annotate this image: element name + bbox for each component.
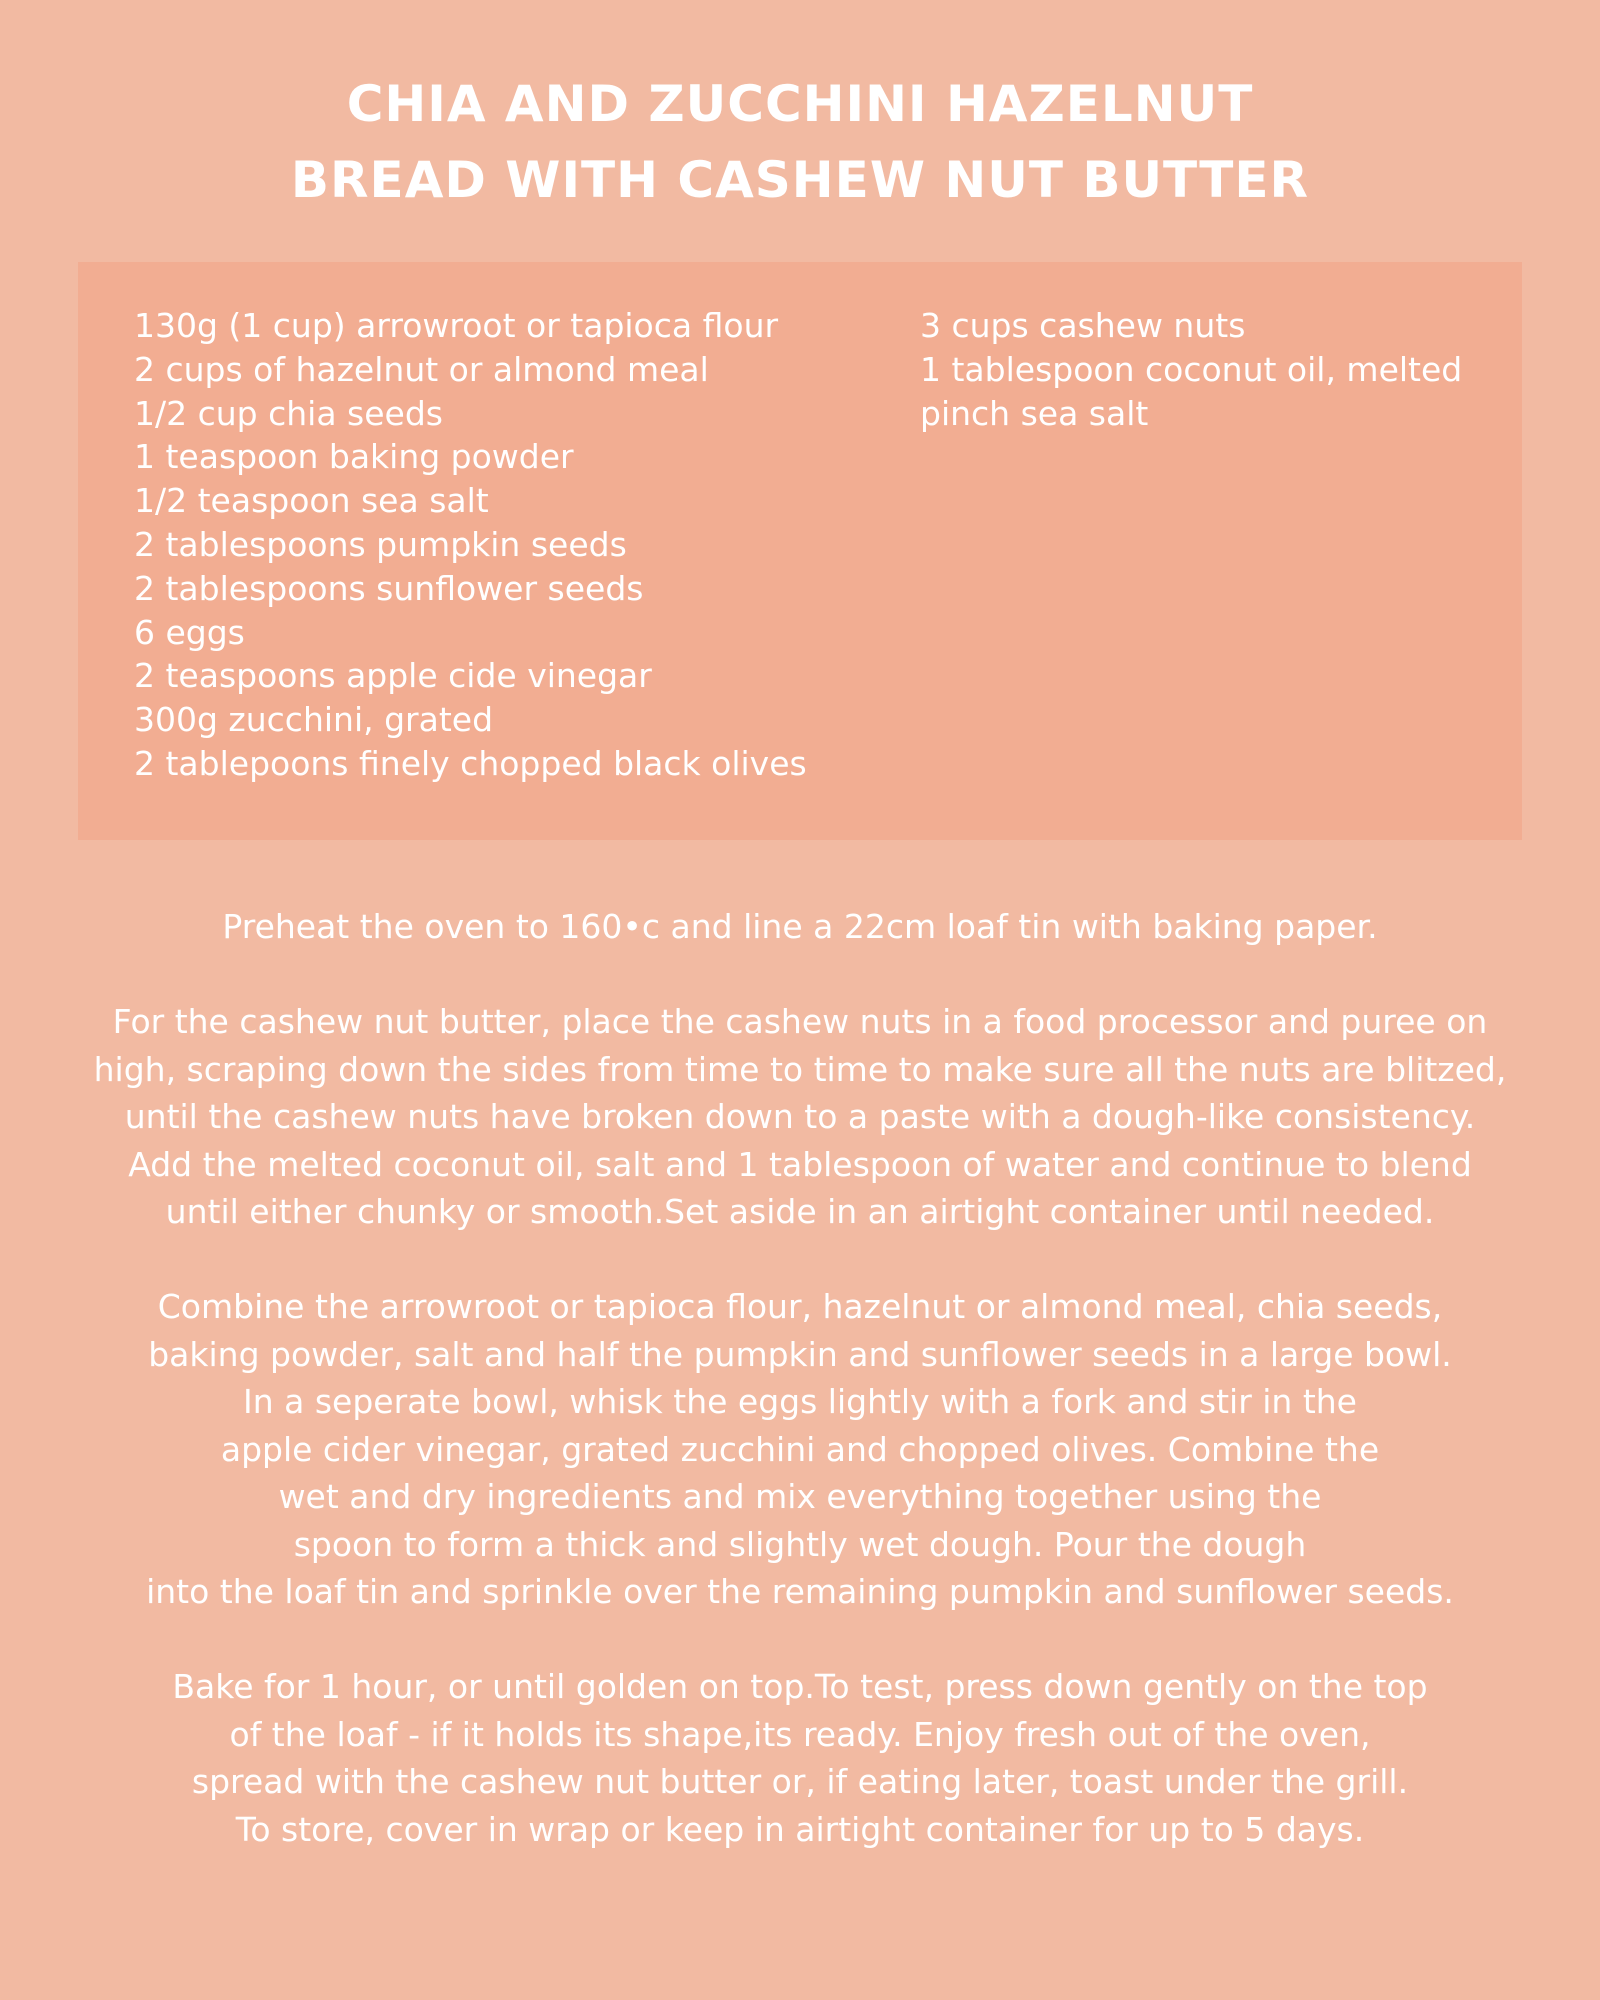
method-line: For the cashew nut butter, place the cashew nuts in a food processor and puree on [112,1002,1488,1041]
method-step-preheat [20,903,1580,951]
method-line: spread with the cashew nut butter or, if eating later, toast under the grill. [191,1762,1409,1801]
ingredient-item: 300g zucchini, grated [134,700,494,740]
ingredient-item: 2 tablepoons finely chopped black olives [134,743,807,783]
cashew-butter-ingredients-list [920,304,1462,435]
recipe-title [0,66,1600,218]
ingredient-item: 1/2 teaspoon sea salt [134,481,489,521]
ingredient-item: 2 teaspoons apple cide vinegar [134,656,652,696]
method-line: Preheat the oven to 160•c and line a 22cm loaf tin with baking paper. [222,907,1378,946]
method-line: baking powder, salt and half the pumpkin and sunflower seeds in a large bowl. [148,1334,1452,1374]
method-line: Bake for 1 hour, or until golden on top.To test, press down gently on the top [172,1667,1428,1706]
ingredient-item: 2 tablespoons sunflower seeds [134,568,644,608]
ingredient-item: 6 eggs [134,612,245,652]
method-line: until the cashew nuts have broken down to a paste with a dough-like consistency. [124,1097,1476,1136]
bread-ingredients-list [134,304,807,786]
ingredient-item: 130g (1 cup) arrowroot or tapioca flour [134,306,779,345]
method-line: into the loaf tin and sprinkle over the remaining pumpkin and sunflower seeds. [146,1572,1454,1611]
ingredients-panel [78,262,1522,840]
ingredient-item: 1 teaspoon baking powder [134,437,574,477]
method-line: high, scraping down the sides from time to time to make sure all the nuts are blitzed, [93,1049,1507,1089]
method-line: To store, cover in wrap or keep in airtight container for up to 5 days. [235,1809,1365,1849]
method-line: wet and dry ingredients and mix everything together using the [278,1477,1322,1516]
method-line: Combine the arrowroot or tapioca flour, hazelnut or almond meal, chia seeds, [157,1287,1443,1326]
method-section [20,903,1580,1901]
method-line: Add the melted coconut oil, salt and 1 tablespoon of water and continue to blend [128,1144,1472,1184]
method-line: until either chunky or smooth.Set aside in an airtight container until needed. [165,1192,1435,1231]
title-line-2: BREAD WITH CASHEW NUT BUTTER [290,151,1310,209]
method-step-cashew-butter [20,998,1580,1236]
ingredient-item: 3 cups cashew nuts [920,306,1246,345]
ingredient-item: pinch sea salt [920,393,1149,433]
ingredient-item: 1 tablespoon coconut oil, melted [920,349,1463,389]
method-step-bake [20,1663,1580,1853]
method-line: In a seperate bowl, whisk the eggs lightly with a fork and stir in the [243,1382,1357,1421]
method-step-combine [20,1283,1580,1616]
method-line: spoon to form a thick and slightly wet dough. Pour the dough [293,1524,1307,1564]
title-line-1: CHIA AND ZUCCHINI HAZELNUT [346,75,1254,133]
method-line: apple cider vinegar, grated zucchini and chopped olives. Combine the [220,1429,1380,1469]
method-line: of the loaf - if it holds its shape,its ready. Enjoy fresh out of the oven, [229,1714,1371,1754]
ingredient-item: 2 cups of hazelnut or almond meal [134,349,709,389]
ingredient-item: 2 tablespoons pumpkin seeds [134,524,627,564]
ingredient-item: 1/2 cup chia seeds [134,393,443,433]
